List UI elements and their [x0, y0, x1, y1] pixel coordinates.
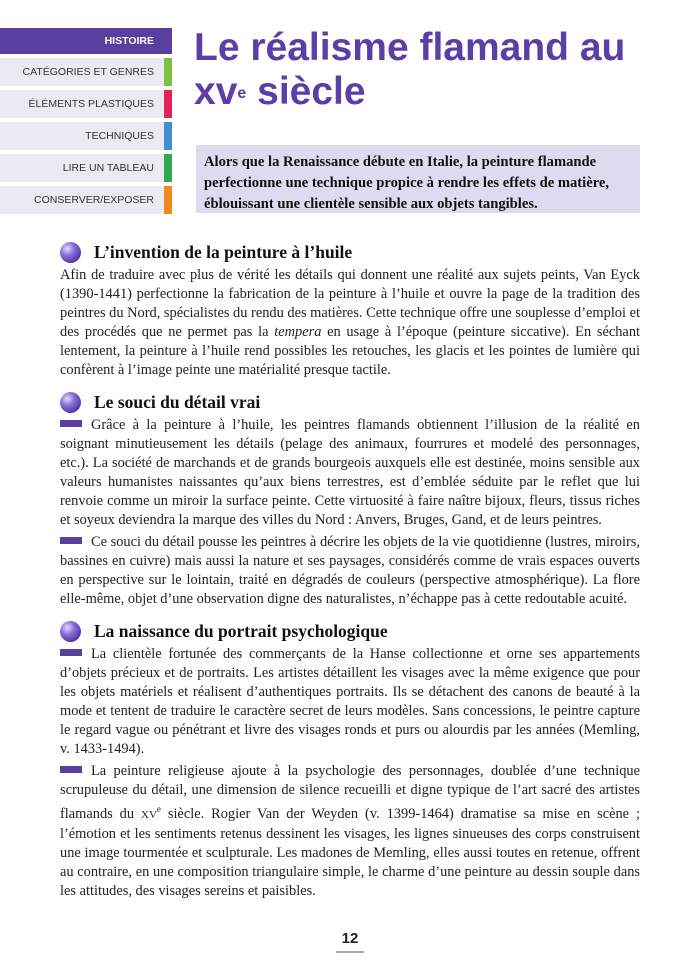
nav-item-label: TECHNIQUES	[85, 130, 154, 142]
bullet-icon	[60, 621, 81, 642]
nav-item-label: CONSERVER/EXPOSER	[33, 194, 154, 206]
paragraph	[60, 266, 640, 380]
emphasis-text: tempera	[274, 324, 322, 340]
section-huile	[60, 240, 640, 380]
title-line-1: Le réalisme flamand au	[194, 26, 626, 69]
paragraph-text: Grâce à la peinture à l’huile, les peintres flamands obtiennent l’illusion de la réalité en soignant minutieusement les détails (pelage des animaux, fourrures et modelé des personnages, etc.). La société de marchands et de grands bourgeois auxquels elle est destinée, moins sensible aux valeurs humanistes naissantes qu’aux biens terrestres, est d’emblée séduite par le reflet que lui renvoie comme un miroir la surface peinte. Cette virtuosité à faire naître bijoux, fleurs, tissus riches et soyeux deviendra la marque des villes du Nord : Anvers, Bruges, Gand, et de leurs peintres.	[60, 417, 640, 528]
paragraph-text: siècle. Rogier Van der Weyden (v. 1399-1464) dramatise sa mise en scène ; l’émotion et les sentiments retenus dessinent les visages, les lignes sinueuses des corps construisent une image tourmentée et sculpturale. Les madones de Memling, elles aussi toutes en retenue, offrent au contraire, en une composition triangulaire simple, le charme d’une peinture au dessin souple dans les attitudes, des visages sereins et paisibles.	[60, 805, 640, 899]
page-number: 12	[341, 930, 359, 947]
title-century-sup: e	[237, 85, 247, 102]
nav-color-bar	[164, 58, 172, 86]
paragraph	[60, 416, 640, 530]
paragraph	[60, 645, 640, 759]
nav-color-bar	[164, 154, 172, 182]
paragraph-marker-icon	[60, 537, 82, 544]
title-century: xv	[194, 70, 238, 113]
chapter-nav	[0, 28, 172, 218]
section-heading-text: Le souci du détail vrai	[94, 392, 261, 412]
nav-item-label: CATÉGORIES ET GENRES	[22, 66, 154, 78]
paragraph-text: Ce souci du détail pousse les peintres à décrire les objets de la vie quotidienne (lustres, miroirs, bassines en cuivre) mais aussi la nature et ses paysages, considérés comme de vrais espaces ouverts en perspective sur le lointain, traité en dégradés de couleurs (perspective atmosphérique). La flore elle-même, objet d’une observation digne des naturalistes, n’échappe pas à cette redoutable acuité.	[60, 534, 640, 607]
section-detail	[60, 390, 640, 609]
paragraph-text: en usage à l’époque (peinture siccative). En séchant lentement, la peinture à l’huile rend possibles les retouches, les glacis et les pointes de lumière qui confèrent à l’image peinte une matérialité presque tactile.	[60, 324, 641, 378]
nav-item-categories[interactable]	[0, 58, 172, 86]
nav-color-bar	[164, 186, 172, 214]
paragraph-marker-icon	[60, 649, 82, 656]
nav-item-conserver[interactable]	[0, 186, 172, 214]
nav-color-bar	[164, 122, 172, 150]
paragraph-text: Afin de traduire avec plus de vérité les détails qui donnent une réalité aux sujets peints, Van Eyck (1390-1441) perfectionne la fabrication de la peinture à l’huile et ouvre la page de la tradition des peintres du Nord, spécialistes du rendu des matières. Cette technique offre une souplesse d’emploi et des procédés que ne permet pas la	[60, 267, 640, 340]
title-siecle: siècle	[246, 70, 366, 113]
paragraph-marker-icon	[60, 420, 82, 427]
paragraph	[60, 533, 640, 609]
section-heading-text: L’invention de la peinture à l’huile	[94, 242, 353, 262]
page-number-underline	[336, 951, 364, 953]
nav-item-techniques[interactable]	[0, 122, 172, 150]
lead-paragraph: Alors que la Renaissance débute en Italie, la peinture flamande perfectionne une technique propice à rendre les effets de matière, éblouissant une clientèle sensible aux objets tangibles.	[196, 145, 640, 213]
bullet-icon	[60, 392, 81, 413]
paragraph	[60, 762, 640, 901]
century-numeral: XV	[141, 808, 157, 821]
nav-item-lire[interactable]	[0, 154, 172, 182]
nav-item-label: LIRE UN TABLEAU	[62, 162, 154, 174]
paragraph-text: La peinture religieuse ajoute à la psychologie des personnages, doublée d’une technique scrupuleuse du détail, une dimension de silence recueilli et digne typique de l’art sacré des artistes flamands du	[60, 763, 640, 822]
section-heading-text: La naissance du portrait psychologique	[94, 621, 388, 641]
nav-color-bar	[164, 90, 172, 118]
section-heading	[60, 240, 640, 264]
nav-item-histoire[interactable]	[0, 28, 172, 54]
century-sup: e	[156, 804, 161, 814]
paragraph-text: La clientèle fortunée des commerçants de la Hanse collectionne et orne ses appartements d’objets précieux et de portraits. Les artistes détaillent les visages avec la même exigence que pour les objets matériels et réalisent d’authentiques portraits. Ils se détachent des canons de beauté à la mode et tentent de traduire le caractère secret de leurs modèles. Sans concessions, le peintre capture le regard vague ou pénétrant et livre des visages ronds et purs ou alourdis par les années (Memling, v. 1433-1494).	[60, 646, 640, 757]
section-portrait	[60, 619, 640, 901]
nav-item-label: ÉLÉMENTS PLASTIQUES	[28, 98, 154, 110]
article-body	[60, 240, 640, 911]
section-heading	[60, 390, 640, 414]
nav-item-elements[interactable]	[0, 90, 172, 118]
paragraph-marker-icon	[60, 766, 82, 773]
nav-item-label: HISTOIRE	[104, 35, 154, 47]
bullet-icon	[60, 242, 81, 263]
section-heading	[60, 619, 640, 643]
page-title	[194, 26, 684, 114]
